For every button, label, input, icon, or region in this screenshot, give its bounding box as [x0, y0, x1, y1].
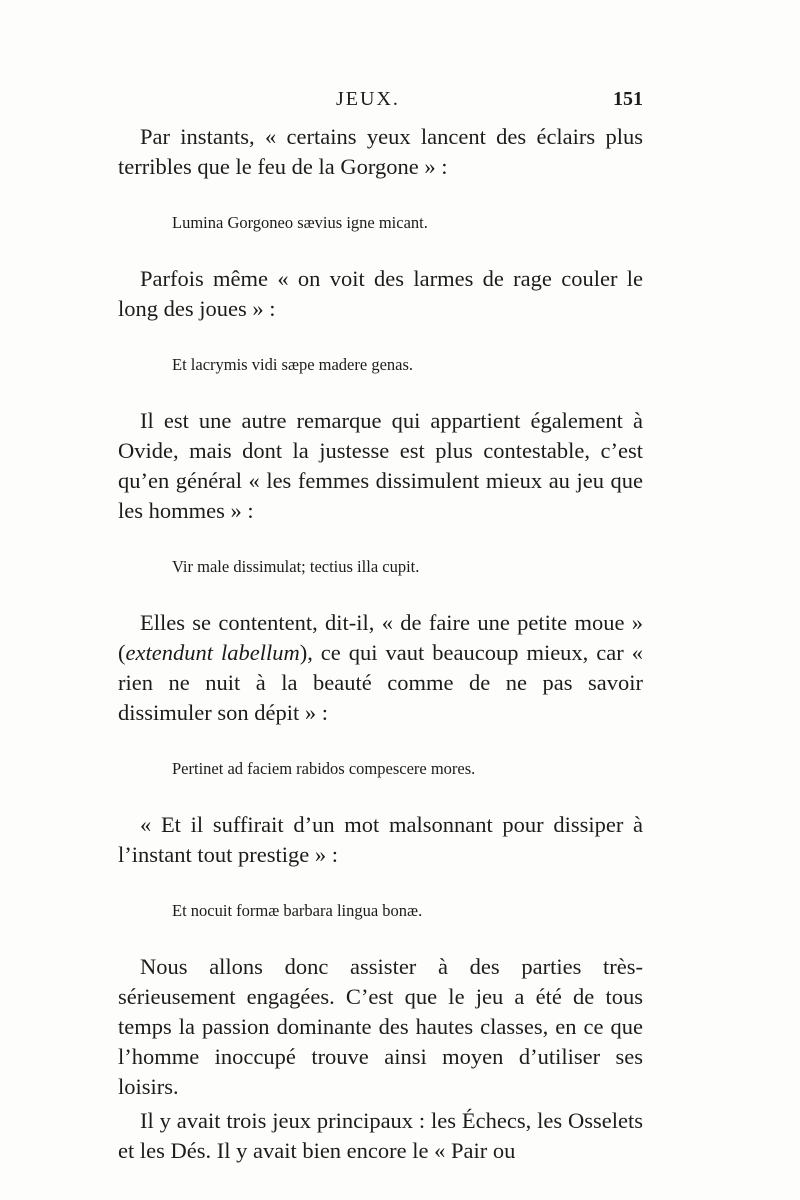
paragraph-moue	[118, 608, 643, 728]
latin-quote-nocuit: Et nocuit formæ barbara lingua bonæ.	[172, 901, 423, 920]
moue-text-after: ), ce qui vaut beaucoup mieux, car « rien ne nuit à la beauté comme de ne pas savoir dissimuler son dépit » :	[118, 640, 644, 725]
latin-quote-vir-male: Vir male dissimulat; tectius illa cupit.	[172, 557, 420, 576]
latin-quote-lacrymis: Et lacrymis vidi sæpe madere genas.	[172, 355, 414, 374]
paragraph-tears: Parfois même « on voit des larmes de rage couler le long des joues » :	[118, 266, 643, 321]
paragraph-ovid-remark: Il est une autre remarque qui appartient également à Ovide, mais dont la justesse est plus contestable, c’est qu’en général « les femmes dissimulent mieux au jeu que les hommes » :	[118, 408, 643, 523]
paragraph-trois-jeux: Il y avait trois jeux principaux : les Échecs, les Osselets et les Dés. Il y avait bien encore le « Pair ou	[118, 1108, 643, 1163]
moue-italic-latin: extendunt labellum	[125, 640, 300, 665]
paragraph-malsonnant: « Et il suffirait d’un mot malsonnant pour dissiper à l’instant tout prestige » :	[118, 812, 643, 867]
book-page	[118, 88, 643, 1166]
latin-quote-pertinet: Pertinet ad faciem rabidos compescere mores.	[172, 759, 476, 778]
paragraph-gorgon: Par instants, « certains yeux lancent des éclairs plus terribles que le feu de la Gorgone » :	[118, 124, 643, 179]
latin-quote-gorgoneo: Lumina Gorgoneo sævius igne micant.	[172, 213, 428, 232]
running-title: JEUX.	[336, 88, 400, 110]
page-number: 151	[613, 88, 643, 110]
moue-text-before: Elles se contentent, dit-il, « de faire une petite moue » (	[118, 610, 643, 665]
running-header	[118, 88, 643, 122]
paragraph-parties: Nous allons donc assister à des parties très-sérieusement engagées. C’est que le jeu a été de tous temps la passion dominante des hautes classes, en ce que l’homme inoccupé trouve ainsi moyen d’utiliser ses loisirs.	[118, 954, 643, 1099]
